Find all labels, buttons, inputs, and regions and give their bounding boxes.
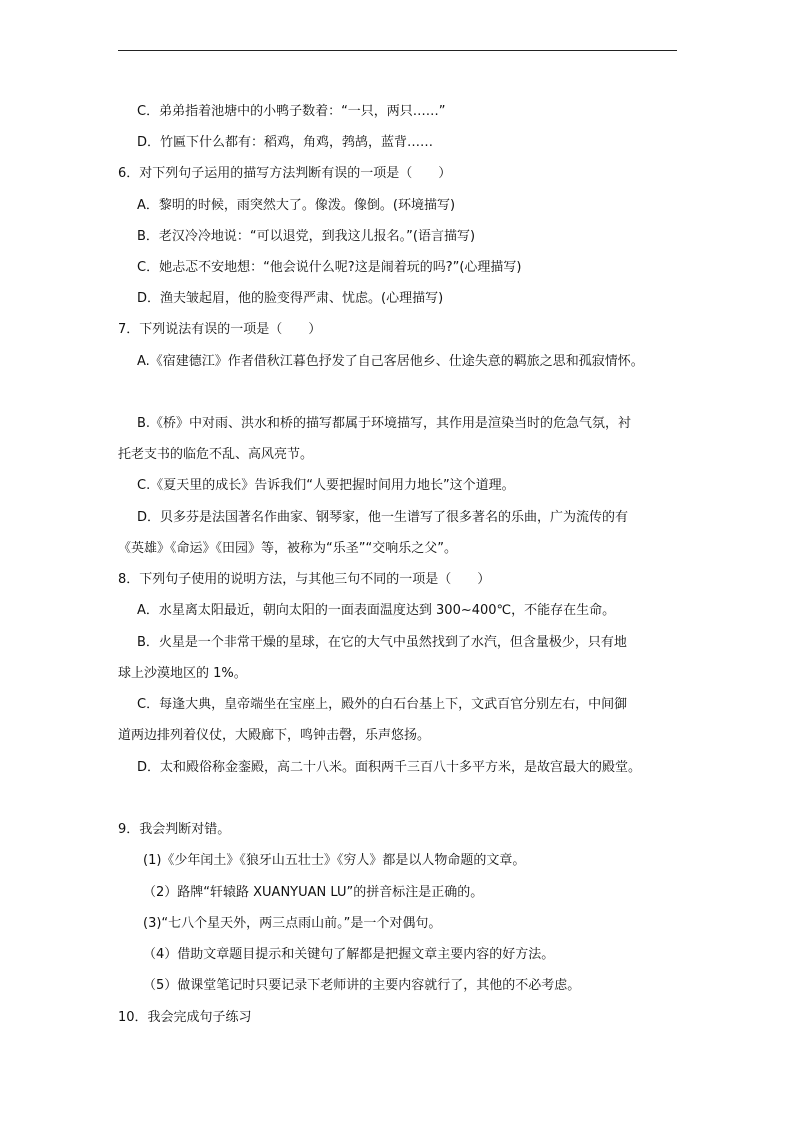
item-9-5: （5）做课堂笔记时只要记录下老师讲的主要内容就行了，其他的不必考虑。 [143, 978, 581, 993]
option-7c: C.《夏天里的成长》告诉我们“人要把握时间用力地长”这个道理。 [137, 478, 515, 493]
option-7b-cont: 托老支书的临危不乱、高风亮节。 [118, 447, 314, 462]
item-9-4: （4）借助文章题目提示和关键句了解都是把握文章主要内容的好方法。 [143, 947, 555, 962]
option-7b: B.《桥》中对雨、洪水和桥的描写都属于环境描写，其作用是渲染当时的危急气氛，衬 [137, 416, 632, 431]
item-9-2: （2）路牌“轩辕路 XUANYUAN LU”的拼音标注是正确的。 [143, 885, 484, 900]
option-7d-cont: 《英雄》《命运》《田园》等，被称为“乐圣”“交响乐之父”。 [118, 541, 457, 556]
option-6d: D．渔夫皱起眉，他的脸变得严肃、忧虑。(心理描写) [137, 291, 444, 306]
option-6c: C．她忐忑不安地想：“他会说什么呢?这是闹着玩的吗?”(心理描写) [137, 260, 522, 275]
option-8a: A．水星离太阳最近，朝向太阳的一面表面温度达到 300~400℃，不能存在生命。 [137, 603, 616, 618]
question-7: 7．下列说法有误的一项是（ ） [118, 322, 322, 337]
option-5d: D．竹匾下什么都有：稻鸡，角鸡，鹁鸪，蓝背…… [137, 135, 434, 150]
option-5c: C．弟弟指着池塘中的小鸭子数着：“一只，两只……” [137, 104, 446, 119]
option-8c: C．每逢大典，皇帝端坐在宝座上，殿外的白石台基上下，文武百官分别左右，中间御 [137, 697, 628, 712]
item-9-1: (1)《少年闰土》《狼牙山五壮士》《穷人》都是以人物命题的文章。 [143, 853, 526, 868]
option-8b-cont: 球上沙漠地区的 1%。 [118, 666, 247, 681]
option-8b: B．火星是一个非常干燥的星球，在它的大气中虽然找到了水汽，但含量极少，只有地 [137, 635, 627, 650]
option-7d: D．贝多芬是法国著名作曲家、钢琴家，他一生谱写了很多著名的乐曲，广为流传的有 [137, 510, 629, 525]
header-rule [118, 50, 677, 51]
option-6a: A．黎明的时候，雨突然大了。像泼。像倒。(环境描写) [137, 198, 456, 213]
option-7a: A.《宿建德江》作者借秋江暮色抒发了自己客居他乡、仕途失意的羁旅之思和孤寂情怀。 [137, 354, 644, 369]
option-8c-cont: 道两边排列着仪仗，大殿廊下，鸣钟击磬，乐声悠扬。 [118, 728, 431, 743]
option-6b: B．老汉冷冷地说：“可以退党，到我这儿报名。”(语言描写) [137, 229, 476, 244]
question-9: 9．我会判断对错。 [118, 822, 231, 837]
question-6: 6．对下列句子运用的描写方法判断有误的一项是（ ） [118, 166, 452, 181]
option-8d: D．太和殿俗称金銮殿，高二十八米。面积两千三百八十多平方米，是故宫最大的殿堂。 [137, 760, 642, 775]
item-9-3: (3)“七八个星天外，两三点雨山前。”是一个对偶句。 [143, 916, 442, 931]
question-10: 10．我会完成句子练习 [118, 1010, 252, 1025]
question-8: 8．下列句子使用的说明方法，与其他三句不同的一项是（ ） [118, 572, 491, 587]
